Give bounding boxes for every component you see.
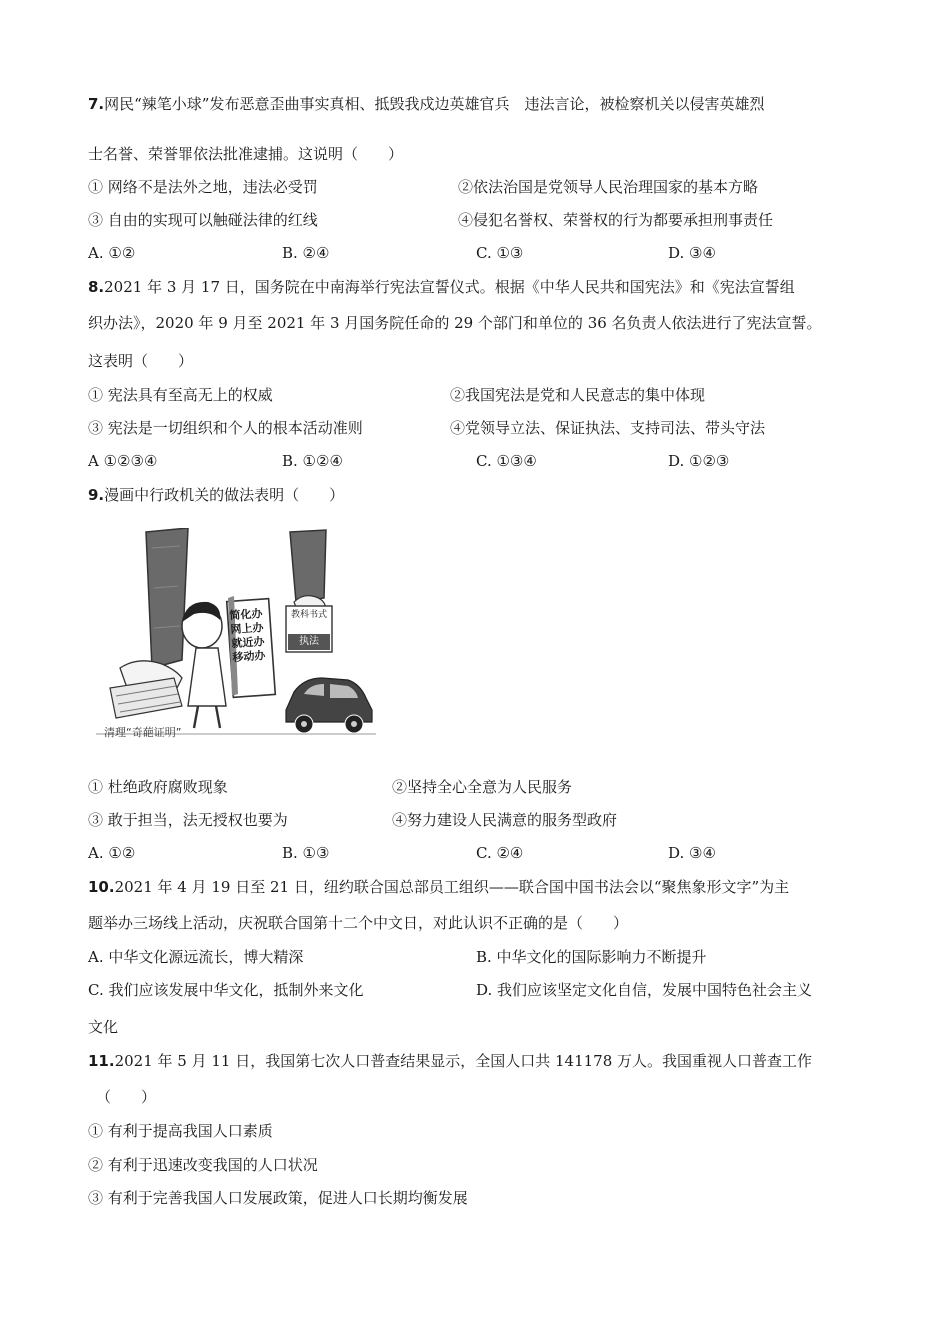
- q10-option-a[interactable]: A. 中华文化源远流长，博大精深: [88, 948, 304, 966]
- q10-number: 10.: [88, 878, 115, 896]
- q8-stem-line2: 织办法》，2020 年 9 月至 2021 年 3 月国务院任命的 29 个部门和单位的 36 名负责人依法进行了宪法宣誓。: [88, 314, 822, 332]
- q7-number: 7.: [88, 95, 105, 113]
- book-line-2: 网上办: [230, 620, 264, 637]
- q11-statement-2: ② 有利于迅速改变我国的人口状况: [88, 1156, 318, 1174]
- q11-statement-3: ③ 有利于完善我国人口发展政策，促进人口长期均衡发展: [88, 1189, 468, 1207]
- q7-stem-line2: 士名誉、荣誉罪依法批准逮捕。这说明（ ）: [88, 145, 404, 163]
- q11-statement-1: ① 有利于提高我国人口素质: [88, 1122, 273, 1140]
- q10-stem-line2: 题举办三场线上活动，庆祝联合国第十二个中文日，对此认识不正确的是（ ）: [88, 914, 629, 932]
- sign-top-text: 教科书式: [290, 610, 327, 620]
- q7-statement-4: ④侵犯名誉权、荣誉权的行为都要承担刑事责任: [458, 211, 774, 229]
- q8-option-a[interactable]: A ①②③④: [88, 452, 158, 470]
- q8-stem-line3: 这表明（ ）: [88, 352, 194, 370]
- q10-option-c[interactable]: C. 我们应该发展中华文化，抵制外来文化: [88, 981, 364, 999]
- q9-statement-1: ① 杜绝政府腐败现象: [88, 778, 228, 796]
- book-line-3: 就近办: [231, 634, 265, 651]
- q7-statement-1: ① 网络不是法外之地，违法必受罚: [88, 178, 318, 196]
- q11-number: 11.: [88, 1052, 115, 1070]
- q9-statement-3: ③ 敢于担当，法无授权也要为: [88, 811, 288, 829]
- q8-stem-line1: 8.2021 年 3 月 17 日，国务院在中南海举行宪法宣誓仪式。根据《中华人民共和国宪法》和《宪法宣誓组: [88, 278, 795, 296]
- q9-option-d[interactable]: D. ③④: [668, 844, 716, 862]
- q8-statement-2: ②我国宪法是党和人民意志的集中体现: [450, 386, 706, 404]
- q11-stem-line1: 11.2021 年 5 月 11 日，我国第七次人口普查结果显示，全国人口共 141178 万人。我国重视人口普查工作: [88, 1052, 813, 1070]
- q7-statement-2: ②依法治国是党领导人民治理国家的基本方略: [458, 178, 759, 196]
- cartoon-caption: 清理“奇葩证明”: [104, 726, 182, 739]
- q9-option-b[interactable]: B. ①③: [282, 844, 330, 862]
- q8-statement-4: ④党领导立法、保证执法、支持司法、带头守法: [450, 419, 766, 437]
- q8-statement-1: ① 宪法具有至高无上的权威: [88, 386, 273, 404]
- q9-option-c[interactable]: C. ②④: [476, 844, 524, 862]
- q10-stem-line1: 10.2021 年 4 月 19 日至 21 日，纽约联合国总部员工组织——联合国中国书法会以“聚焦象形文字”为主: [88, 878, 790, 896]
- q10-option-b[interactable]: B. 中华文化的国际影响力不断提升: [476, 948, 707, 966]
- q11-stem-line2: （ ）: [96, 1088, 157, 1106]
- q9-cartoon: [90, 528, 380, 746]
- q10-option-d[interactable]: D. 我们应该坚定文化自信，发展中国特色社会主义: [476, 981, 813, 999]
- q7-option-d[interactable]: D. ③④: [668, 244, 716, 262]
- q9-number: 9.: [88, 486, 105, 504]
- q9-statement-4: ④努力建设人民满意的服务型政府: [392, 811, 618, 829]
- q8-option-c[interactable]: C. ①③④: [476, 452, 537, 470]
- q7-stem-line1: 7.网民“辣笔小球”发布恶意歪曲事实真相、抵毁我戍边英雄官兵 违法言论，被检察机关以侵害英雄烈: [88, 95, 765, 113]
- q9-stem: 9.漫画中行政机关的做法表明（ ）: [88, 486, 345, 504]
- q9-option-a[interactable]: A. ①②: [88, 844, 136, 862]
- q8-option-d[interactable]: D. ①②③: [668, 452, 730, 470]
- q8-option-b[interactable]: B. ①②④: [282, 452, 343, 470]
- q7-option-a[interactable]: A. ①②: [88, 244, 136, 262]
- q7-option-b[interactable]: B. ②④: [282, 244, 330, 262]
- q8-number: 8.: [88, 278, 105, 296]
- book-line-1: 简化办: [229, 607, 263, 623]
- q8-statement-3: ③ 宪法是一切组织和个人的根本活动准则: [88, 419, 363, 437]
- sign-bottom-text: 执法: [299, 636, 319, 647]
- book-line-4: 移动办: [232, 648, 266, 665]
- q10-option-d-continued: 文化: [88, 1018, 119, 1036]
- q7-statement-3: ③ 自由的实现可以触碰法律的红线: [88, 211, 318, 229]
- q9-statement-2: ②坚持全心全意为人民服务: [392, 778, 573, 796]
- q7-option-c[interactable]: C. ①③: [476, 244, 524, 262]
- book-text: [229, 607, 269, 665]
